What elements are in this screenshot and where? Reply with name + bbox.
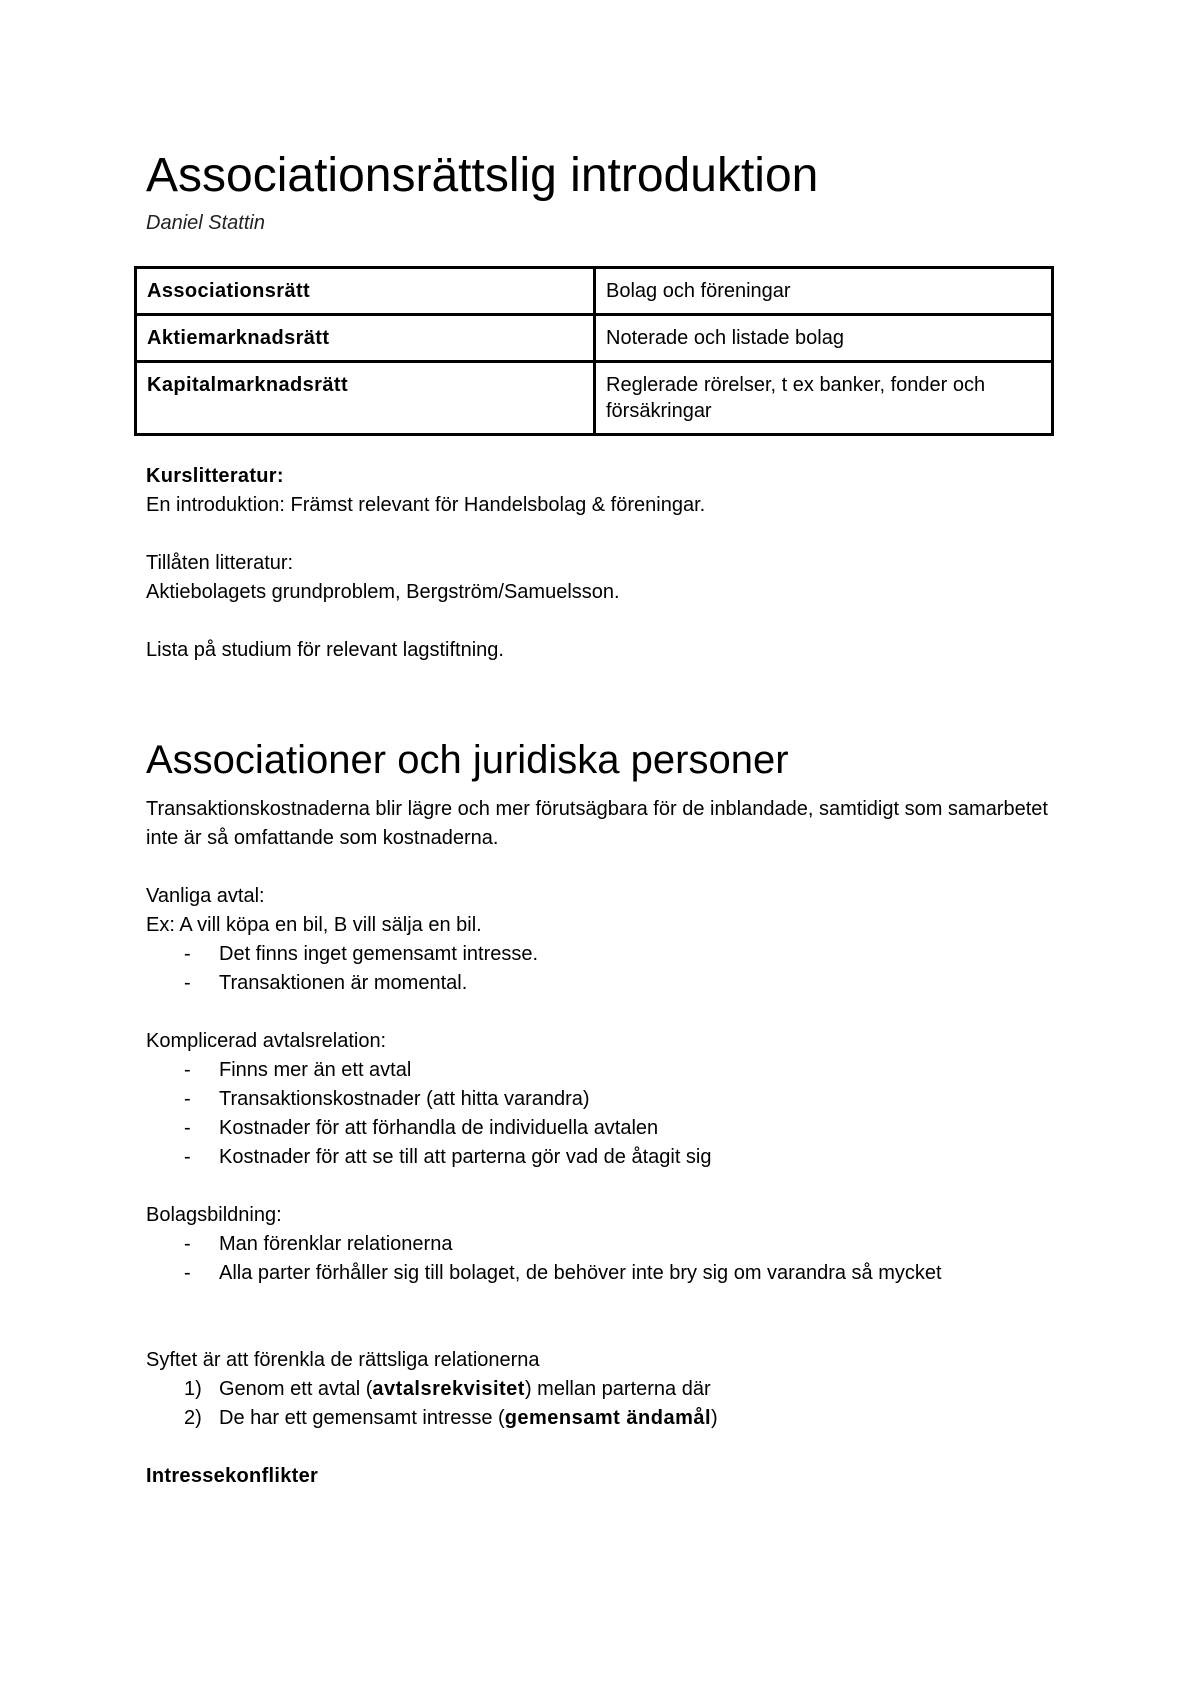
complex-agreement-block xyxy=(146,1027,1066,1172)
list-dash: - xyxy=(184,1233,191,1256)
legislation-note: Lista på studium för relevant lagstiftning. xyxy=(146,639,504,662)
list-item xyxy=(146,1259,1066,1288)
document-title: Associationsrättslig introduktion xyxy=(146,149,819,202)
common-agreements-example: Ex: A vill köpa en bil, B vill sälja en bil. xyxy=(146,914,482,937)
table-row xyxy=(136,268,1053,315)
list-item-text: Det finns inget gemensamt intresse. xyxy=(219,943,539,966)
list-dash: - xyxy=(184,1117,191,1140)
company-formation-block xyxy=(146,1201,1066,1288)
complex-agreement-list xyxy=(146,1056,1066,1172)
table-term: Aktiemarknadsrätt xyxy=(136,315,595,362)
allowed-literature-label: Tillåten litteratur: xyxy=(146,552,294,575)
list-item-text-bold: gemensamt ändamål xyxy=(504,1407,712,1430)
common-agreements-list xyxy=(146,940,1066,998)
list-item xyxy=(146,1404,1066,1433)
list-item-text: Finns mer än ett avtal xyxy=(219,1059,412,1082)
common-agreements-block xyxy=(146,882,1066,998)
overview-table xyxy=(134,266,1054,436)
list-item xyxy=(146,969,1066,998)
list-number: 1) xyxy=(184,1378,202,1401)
complex-agreement-label: Komplicerad avtalsrelation: xyxy=(146,1030,387,1053)
allowed-literature-block xyxy=(146,549,1066,607)
author-name: Daniel Stattin xyxy=(146,212,265,235)
list-dash: - xyxy=(184,1059,191,1082)
table-term: Kapitalmarknadsrätt xyxy=(136,362,595,435)
list-item xyxy=(146,940,1066,969)
table-row xyxy=(136,362,1053,435)
literature-main: En introduktion: Främst relevant för Handelsbolag & föreningar. xyxy=(146,494,706,517)
table-description: Reglerade rörelser, t ex banker, fonder och försäkringar xyxy=(595,362,1053,435)
list-item xyxy=(146,1085,1066,1114)
list-item-text: Kostnader för att förhandla de individuella avtalen xyxy=(219,1117,659,1140)
list-item-text: Kostnader för att se till att parterna gör vad de åtagit sig xyxy=(219,1146,712,1169)
list-item xyxy=(146,1114,1066,1143)
list-dash: - xyxy=(184,1088,191,1111)
list-dash: - xyxy=(184,943,191,966)
conflicts-heading: Intressekonflikter xyxy=(146,1465,319,1488)
list-item-text: Alla parter förhåller sig till bolaget, de behöver inte bry sig om varandra så mycket xyxy=(219,1262,942,1285)
table-description: Bolag och föreningar xyxy=(595,268,1053,315)
table-term: Associationsrätt xyxy=(136,268,595,315)
list-dash: - xyxy=(184,972,191,995)
list-item xyxy=(146,1143,1066,1172)
legislation-note-block xyxy=(146,636,1066,665)
list-item-text-after: ) mellan parterna där xyxy=(524,1378,711,1401)
list-item-text: Man förenklar relationerna xyxy=(219,1233,453,1256)
conflicts-block xyxy=(146,1462,1066,1491)
list-item xyxy=(146,1056,1066,1085)
allowed-literature: Aktiebolagets grundproblem, Bergström/Samuelsson. xyxy=(146,581,620,604)
company-formation-list xyxy=(146,1230,1066,1288)
list-item-text-before: Genom ett avtal ( xyxy=(219,1378,373,1401)
list-number: 2) xyxy=(184,1407,202,1430)
table-row xyxy=(136,315,1053,362)
purpose-label: Syftet är att förenkla de rättsliga relationerna xyxy=(146,1349,540,1372)
table-description: Noterade och listade bolag xyxy=(595,315,1053,362)
section-heading: Associationer och juridiska personer xyxy=(146,738,789,783)
list-item-text-after: ) xyxy=(711,1407,718,1430)
common-agreements-label: Vanliga avtal: xyxy=(146,885,265,908)
list-item-text: Transaktionen är momental. xyxy=(219,972,468,995)
company-formation-label: Bolagsbildning: xyxy=(146,1204,282,1227)
purpose-block xyxy=(146,1346,1066,1433)
literature-block xyxy=(146,462,1066,520)
literature-heading: Kurslitteratur: xyxy=(146,465,284,488)
list-item-text-bold: avtalsrekvisitet xyxy=(372,1378,525,1401)
list-dash: - xyxy=(184,1262,191,1285)
section-intro: Transaktionskostnaderna blir lägre och mer förutsägbara för de inblandade, samtidigt som samarbetet inte är så omfattande som kostnaderna. xyxy=(146,798,1048,850)
purpose-list xyxy=(146,1375,1066,1433)
document-content xyxy=(146,148,1066,1491)
list-item-text-before: De har ett gemensamt intresse ( xyxy=(219,1407,505,1430)
list-item xyxy=(146,1375,1066,1404)
list-item-text: Transaktionskostnader (att hitta varandra) xyxy=(219,1088,590,1111)
list-dash: - xyxy=(184,1146,191,1169)
list-item xyxy=(146,1230,1066,1259)
